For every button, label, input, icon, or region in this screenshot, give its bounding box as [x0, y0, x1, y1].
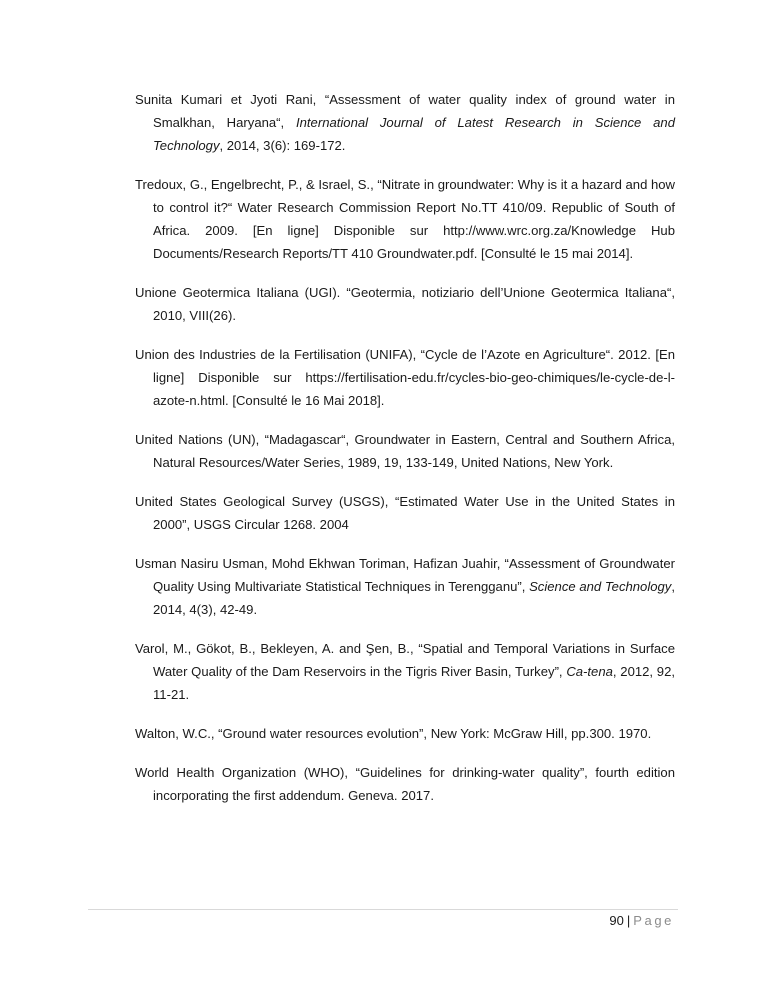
reference-text: United Nations (UN), “Madagascar“, Groundwater in Eastern, Central and Southern Africa, Natural Resources/Water Series, 1989, 19, 133-149, United Nations, New York.	[135, 432, 675, 470]
reference-entry	[135, 761, 675, 807]
reference-details: , 2012, 92, 11-21.	[153, 664, 675, 702]
reference-text: Usman Nasiru Usman, Mohd Ekhwan Toriman, Hafizan Juahir, “Assessment of Groundwater Quality Using Multivariate Statistical Techniques in Terengganu”,	[135, 556, 675, 594]
reference-details: , 2014, 4(3), 42-49.	[153, 579, 675, 617]
reference-entry	[135, 637, 675, 706]
reference-entry	[135, 343, 675, 412]
reference-journal: Ca-tena	[566, 664, 613, 679]
reference-text: Unione Geotermica Italiana (UGI). “Geotermia, notiziario dell’Unione Geotermica Italiana“, 2010, VIII(26).	[135, 285, 675, 323]
reference-text: Walton, W.C., “Ground water resources evolution”, New York: McGraw Hill, pp.300. 1970.	[135, 726, 652, 741]
reference-entry	[135, 722, 675, 745]
page-number: 90	[609, 913, 624, 928]
reference-text: Tredoux, G., Engelbrecht, P., & Israel, S., “Nitrate in groundwater: Why is it a hazard and how to control it?“ Water Research Commission Report No.TT 410/09. Republic of South of Africa. 2009. [En ligne] Disponible sur http://www.wrc.org.za/Knowledge Hub Documents/Research Reports/TT 410 Groundwater.pdf. [Consulté le 15 mai 2014].	[135, 177, 676, 261]
reference-entry	[135, 173, 675, 265]
reference-list	[135, 88, 675, 823]
reference-text: World Health Organization (WHO), “Guidelines for drinking-water quality”, fourth edition incorporating the first addendum. Geneva. 2017.	[135, 765, 675, 803]
reference-entry	[135, 88, 675, 157]
reference-entry	[135, 281, 675, 327]
reference-text: Varol, M., Gökot, B., Bekleyen, A. and Şen, B., “Spatial and Temporal Variations in Surface Water Quality of the Dam Reservoirs in the Tigris River Basin, Turkey”,	[135, 641, 675, 679]
page-footer	[609, 912, 674, 930]
page-label: Page	[633, 913, 674, 928]
reference-journal: Science and Technology	[529, 579, 672, 594]
reference-entry	[135, 552, 675, 621]
reference-text: Sunita Kumari et Jyoti Rani, “Assessment of water quality index of ground water in Smalkhan, Haryana“,	[135, 92, 675, 130]
reference-details: , 2014, 3(6): 169-172.	[219, 138, 346, 153]
footer-divider	[88, 909, 678, 910]
footer-separator: |	[626, 913, 631, 928]
reference-entry	[135, 490, 675, 536]
reference-journal: International Journal of Latest Research in Science and Technology	[153, 115, 675, 153]
reference-text: Union des Industries de la Fertilisation (UNIFA), “Cycle de l’Azote en Agriculture“. 2012. [En ligne] Disponible sur https://fertilisation-edu.fr/cycles-bio-geo-chimiques/le-cycle-de-l-azote-n.html. [Consulté le 16 Mai 2018].	[135, 347, 675, 408]
reference-entry	[135, 428, 675, 474]
reference-text: United States Geological Survey (USGS), “Estimated Water Use in the United States in 2000”, USGS Circular 1268. 2004	[135, 494, 675, 532]
